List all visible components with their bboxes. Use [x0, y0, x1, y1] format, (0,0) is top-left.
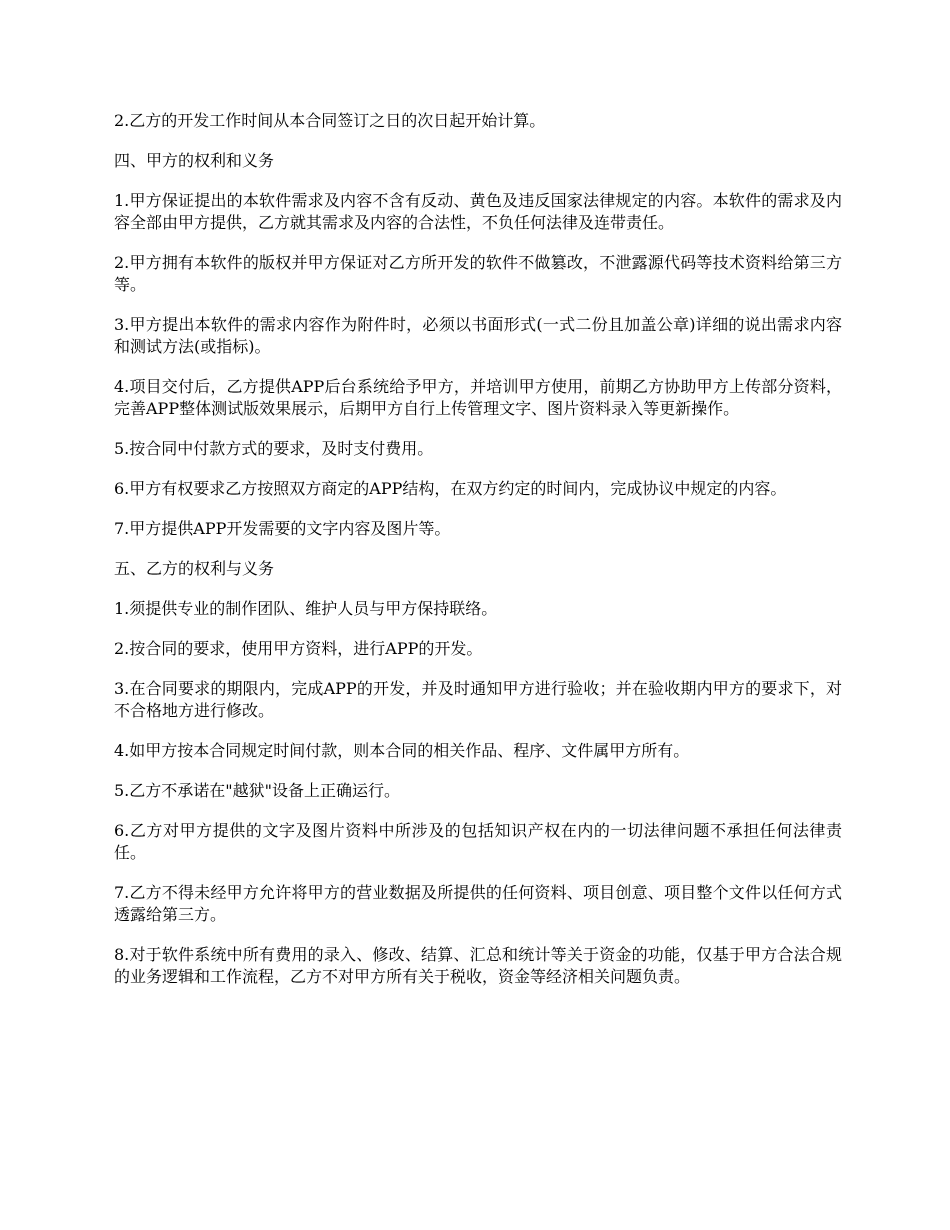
paragraph-b1-team: 1.须提供专业的制作团队、维护人员与甲方保持联络。: [114, 599, 498, 618]
paragraph-b8-financial-functions: 8.对于软件系统中所有费用的录入、修改、结算、汇总和统计等关于资金的功能，仅基于甲方合法合规的业务逻辑和工作流程，乙方不对甲方所有关于税收，资金等经济相关问题负责。: [114, 945, 842, 986]
paragraph-a3-written-requirements: 3.甲方提出本软件的需求内容作为附件时，必须以书面形式(一式二份且加盖公章)详细的说出需求内容和测试方法(或指标)。: [114, 315, 842, 356]
heading-party-b-rights: 五、乙方的权利与义务: [114, 559, 275, 578]
paragraph-b7-confidentiality: 7.乙方不得未经甲方允许将甲方的营业数据及所提供的任何资料、项目创意、项目整个文件以任何方式透露给第三方。: [114, 883, 842, 924]
paragraph-a2-copyright: 2.甲方拥有本软件的版权并甲方保证对乙方所开发的软件不做篡改，不泄露源代码等技术资料给第三方等。: [114, 253, 842, 294]
paragraph-a6-app-structure: 6.甲方有权要求乙方按照双方商定的APP结构，在双方约定的时间内，完成协议中规定的内容。: [114, 479, 787, 498]
paragraph-a5-payment: 5.按合同中付款方式的要求，及时支付费用。: [114, 439, 434, 458]
paragraph-b2-development: 2.按合同的要求，使用甲方资料，进行APP的开发。: [114, 639, 483, 658]
paragraph-a7-provide-content: 7.甲方提供APP开发需要的文字内容及图片等。: [114, 519, 451, 538]
paragraph-a1-requirements-legality: 1.甲方保证提出的本软件需求及内容不含有反动、黄色及违反国家法律规定的内容。本软件的需求及内容全部由甲方提供，乙方就其需求及内容的合法性，不负任何法律及连带责任。: [114, 191, 842, 232]
paragraph-b5-jailbreak: 5.乙方不承诺在"越狱"设备上正确运行。: [114, 781, 400, 800]
paragraph-b6-ip-liability: 6.乙方对甲方提供的文字及图片资料中所涉及的包括知识产权在内的一切法律问题不承担任何法律责任。: [114, 821, 842, 862]
heading-party-a-rights: 四、甲方的权利和义务: [114, 151, 275, 170]
paragraph-a4-delivery-training: 4.项目交付后，乙方提供APP后台系统给予甲方，并培训甲方使用，前期乙方协助甲方上传部分资料，完善APP整体测试版效果展示，后期甲方自行上传管理文字、图片资料录入等更新操作。: [114, 377, 842, 418]
paragraph-development-start: 2.乙方的开发工作时间从本合同签订之日的次日起开始计算。: [114, 111, 546, 130]
document-body: [114, 110, 842, 1006]
paragraph-b4-ownership: 4.如甲方按本合同规定时间付款，则本合同的相关作品、程序、文件属甲方所有。: [114, 741, 690, 760]
paragraph-b3-acceptance: 3.在合同要求的期限内，完成APP的开发，并及时通知甲方进行验收；并在验收期内甲方的要求下，对不合格地方进行修改。: [114, 679, 842, 720]
